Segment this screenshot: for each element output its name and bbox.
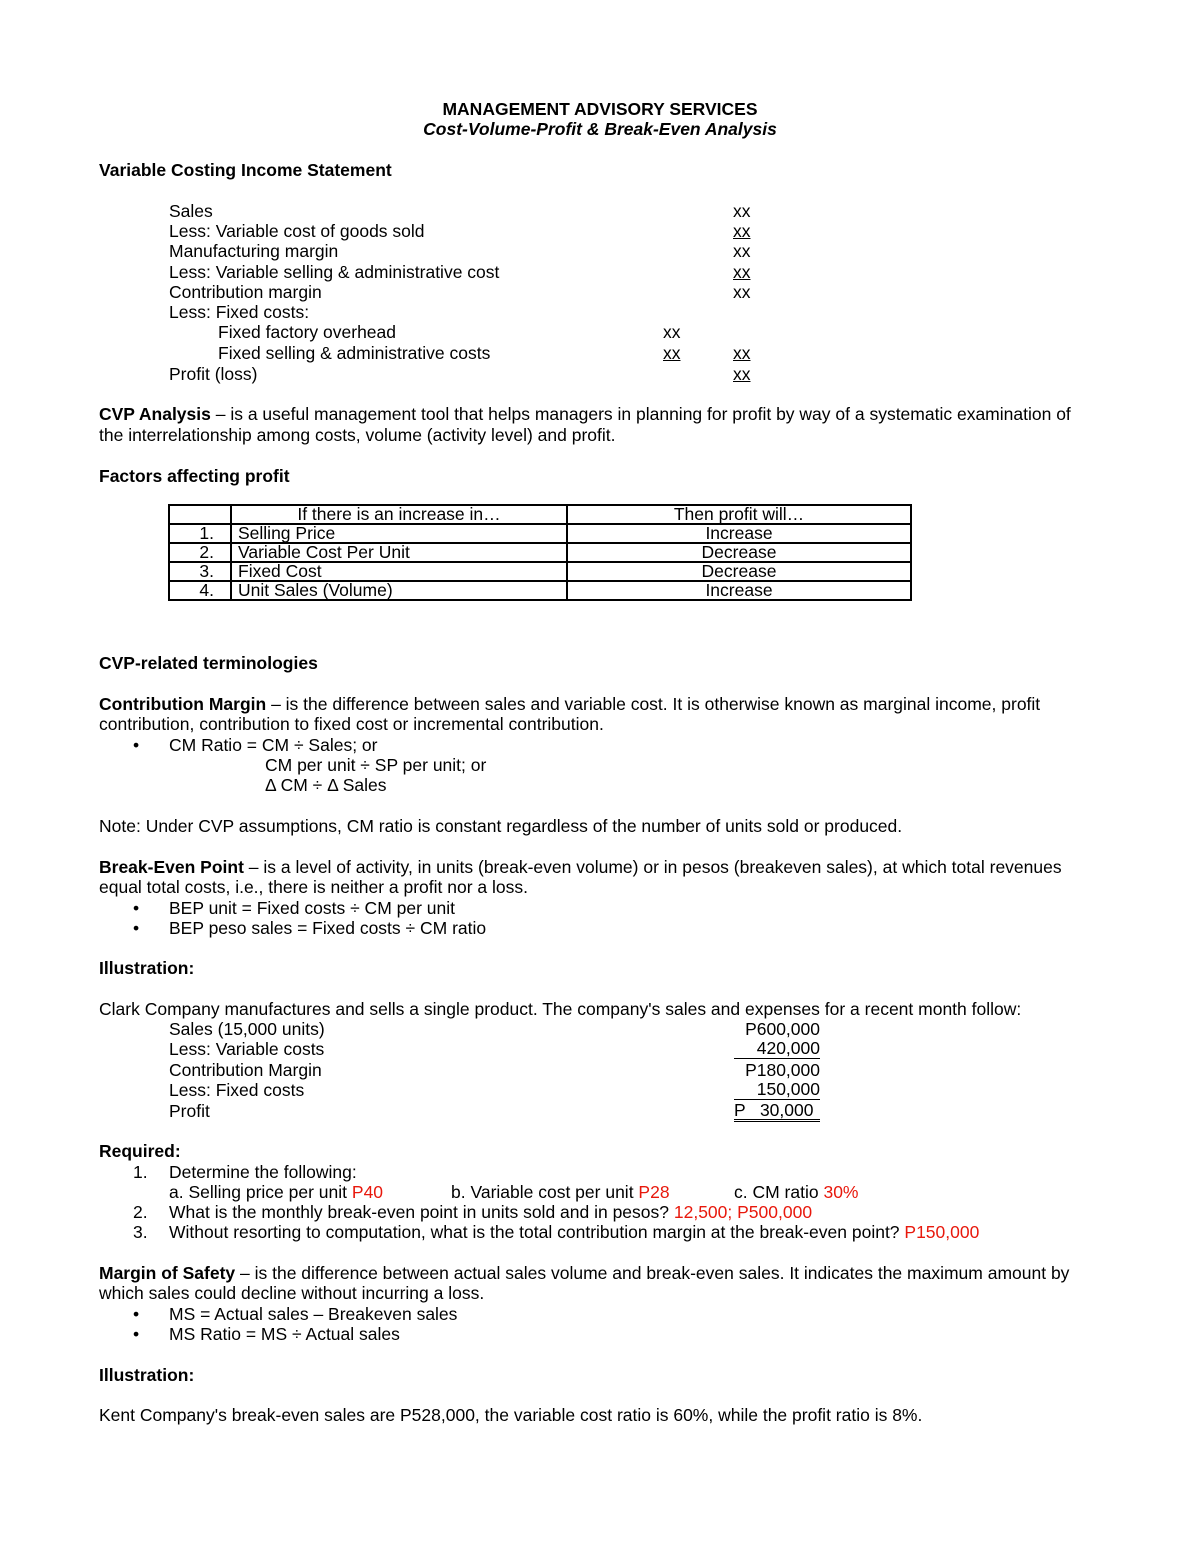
illustration-heading: Illustration:	[99, 1365, 195, 1385]
question-text: b. Variable cost per unit	[451, 1182, 639, 1202]
is-row-label: Manufacturing margin	[169, 241, 339, 261]
statement-amount: 420,000	[734, 1039, 820, 1059]
income-statement-heading: Variable Costing Income Statement	[99, 160, 392, 180]
answer-text: P40	[351, 1182, 384, 1202]
table-cell: Decrease	[567, 562, 911, 581]
question-3	[169, 1222, 979, 1242]
illustration-intro: Clark Company manufactures and sells a single product. The company's sales and expenses for a recent month follow:	[99, 999, 1022, 1019]
bep-peso-formula: BEP peso sales = Fixed costs ÷ CM ratio	[169, 918, 487, 938]
table-cell: Fixed Cost	[231, 562, 567, 581]
cm-text: – is the difference between sales and variable cost. It is otherwise known as marginal income, profit	[266, 694, 1041, 714]
question-number: 1.	[133, 1162, 148, 1182]
question-1b	[451, 1182, 670, 1202]
required-heading: Required:	[99, 1141, 181, 1161]
statement-amount: P 30,000	[734, 1101, 820, 1122]
cm-ratio-formula-2: CM per unit ÷ SP per unit; or	[265, 755, 487, 775]
table-header: If there is an increase in…	[231, 505, 567, 524]
cm-line2: contribution, contribution to fixed cost or incremental contribution.	[99, 714, 604, 734]
bullet-icon: •	[133, 898, 140, 918]
is-row-label: Fixed factory overhead	[218, 322, 397, 342]
question-text: What is the monthly break-even point in units sold and in pesos?	[169, 1202, 674, 1222]
is-row-label: Less: Variable selling & administrative cost	[169, 262, 500, 282]
question-text: Determine the following:	[169, 1162, 357, 1182]
table-header-row	[169, 505, 911, 524]
factors-table	[168, 504, 912, 601]
table-cell: Variable Cost Per Unit	[231, 543, 567, 562]
statement-label: Profit	[169, 1101, 210, 1121]
cvp-analysis-term: CVP Analysis	[99, 404, 211, 424]
ms-term: Margin of Safety	[99, 1263, 236, 1283]
bullet-icon: •	[133, 1304, 140, 1324]
is-row-value: xx	[733, 221, 751, 241]
is-row-value: xx	[733, 343, 751, 363]
is-row-value: xx	[733, 262, 751, 282]
ms-formula: MS = Actual sales – Breakeven sales	[169, 1304, 458, 1324]
answer-text: P28	[638, 1182, 670, 1202]
statement-amount: P600,000	[745, 1019, 820, 1039]
bep-line2: equal total costs, i.e., there is neither a profit nor a loss.	[99, 877, 528, 897]
is-row-label: Profit (loss)	[169, 364, 258, 384]
bullet-icon: •	[133, 1324, 140, 1344]
ms-ratio-formula: MS Ratio = MS ÷ Actual sales	[169, 1324, 400, 1344]
is-row-value: xx	[733, 364, 751, 384]
question-1c	[734, 1182, 859, 1202]
is-row-value: xx	[663, 322, 681, 342]
question-text: c. CM ratio	[734, 1182, 824, 1202]
table-cell: 1.	[169, 524, 231, 543]
table-row	[169, 581, 911, 600]
table-cell: 4.	[169, 581, 231, 600]
document-subtitle: Cost-Volume-Profit & Break-Even Analysis	[423, 119, 777, 139]
cm-term: Contribution Margin	[99, 694, 267, 714]
table-cell: Decrease	[567, 543, 911, 562]
answer-text: P150,000	[904, 1222, 980, 1242]
is-row-value: xx	[733, 282, 751, 302]
table-cell: Increase	[567, 581, 911, 600]
table-cell: Increase	[567, 524, 911, 543]
cvp-analysis-paragraph	[99, 404, 1071, 424]
answer-text: 12,500; P500,000	[673, 1202, 813, 1222]
question-2	[169, 1202, 812, 1222]
question-text: Without resorting to computation, what is the total contribution margin at the break-even point?	[169, 1222, 905, 1242]
bep-unit-formula: BEP unit = Fixed costs ÷ CM per unit	[169, 898, 455, 918]
statement-amount: 150,000	[734, 1080, 820, 1100]
table-cell: 3.	[169, 562, 231, 581]
is-row-label: Sales	[169, 201, 213, 221]
is-row-label: Less: Fixed costs:	[169, 302, 310, 322]
question-1a	[169, 1182, 383, 1202]
bullet-icon: •	[133, 918, 140, 938]
illustration-text: Kent Company's break-even sales are P528,000, the variable cost ratio is 60%, while the profit ratio is 8%.	[99, 1405, 923, 1425]
ms-paragraph	[99, 1263, 1069, 1283]
table-row	[169, 562, 911, 581]
ms-line2: which sales could decline without incurring a loss.	[99, 1283, 485, 1303]
cm-paragraph	[99, 694, 1040, 714]
cvp-analysis-line2: the interrelationship among costs, volume (activity level) and profit.	[99, 425, 616, 445]
question-number: 2.	[133, 1202, 148, 1222]
question-number: 3.	[133, 1222, 148, 1242]
cvp-analysis-text: – is a useful management tool that helps managers in planning for profit by way of a systematic examination of	[210, 404, 1071, 424]
is-row-label: Fixed selling & administrative costs	[218, 343, 491, 363]
is-row-label: Less: Variable cost of goods sold	[169, 221, 425, 241]
statement-label: Contribution Margin	[169, 1060, 322, 1080]
table-row	[169, 543, 911, 562]
illustration-heading: Illustration:	[99, 958, 195, 978]
table-cell: Unit Sales (Volume)	[231, 581, 567, 600]
bep-term: Break-Even Point	[99, 857, 244, 877]
is-row-label: Contribution margin	[169, 282, 322, 302]
answer-text: 30%	[823, 1182, 859, 1202]
table-row	[169, 524, 911, 543]
cm-ratio-formula: CM Ratio = CM ÷ Sales; or	[169, 735, 378, 755]
bep-text: – is a level of activity, in units (break-even volume) or in pesos (breakeven sales), at which total revenues	[243, 857, 1062, 877]
statement-amount: P180,000	[745, 1060, 820, 1080]
cm-ratio-formula-3: Δ CM ÷ Δ Sales	[265, 775, 387, 795]
bullet-icon: •	[133, 735, 140, 755]
ms-text: – is the difference between actual sales volume and break-even sales. It indicates the maximum amount by	[235, 1263, 1070, 1283]
table-cell: 2.	[169, 543, 231, 562]
statement-label: Sales (15,000 units)	[169, 1019, 325, 1039]
cvp-note: Note: Under CVP assumptions, CM ratio is constant regardless of the number of units sold or produced.	[99, 816, 903, 836]
question-text: a. Selling price per unit	[169, 1182, 352, 1202]
statement-label: Less: Fixed costs	[169, 1080, 305, 1100]
is-row-value: xx	[733, 201, 751, 221]
table-header: Then profit will…	[567, 505, 911, 524]
is-row-value: xx	[733, 241, 751, 261]
document-title: MANAGEMENT ADVISORY SERVICES	[442, 99, 758, 119]
terminologies-heading: CVP-related terminologies	[99, 653, 318, 673]
table-cell	[169, 505, 231, 524]
table-cell: Selling Price	[231, 524, 567, 543]
factors-heading: Factors affecting profit	[99, 466, 290, 486]
statement-label: Less: Variable costs	[169, 1039, 325, 1059]
is-row-value: xx	[663, 343, 681, 363]
bep-paragraph	[99, 857, 1062, 877]
